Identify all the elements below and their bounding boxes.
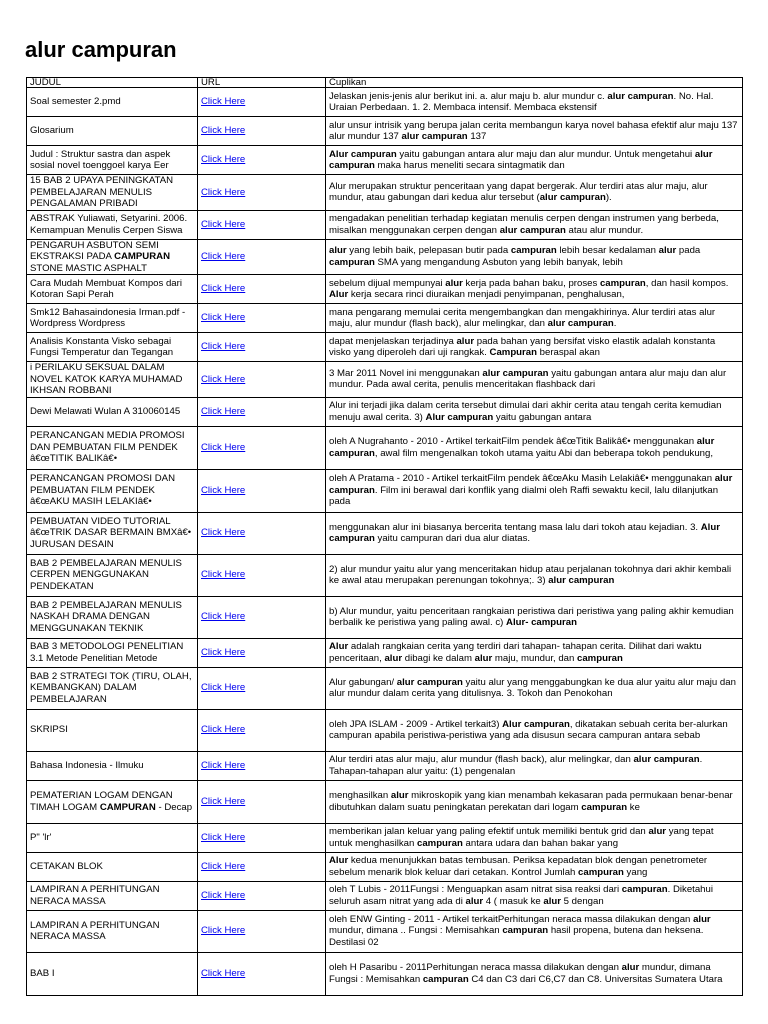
header-cuplikan: Cuplikan <box>326 78 743 88</box>
row-title: P" 'lr' <box>27 823 198 852</box>
results-table <box>26 77 743 996</box>
table-row <box>27 596 743 638</box>
click-here-link[interactable]: Click Here <box>201 441 246 453</box>
row-title: Glosarium <box>27 117 198 146</box>
table-row <box>27 751 743 780</box>
row-snippet: b) Alur mundur, yaitu penceritaan rangkaian peristiwa dari peristiwa yang paling akhir kemudian berbalik ke peristiwa yang paling awal. c) Alur- campuran <box>326 596 743 638</box>
row-title: i PERILAKU SEKSUAL DALAM NOVEL KATOK KARYA MUHAMAD IKHSAN ROBBANI <box>27 362 198 398</box>
click-here-link[interactable]: Click Here <box>201 682 246 694</box>
row-title: Judul : Struktur sastra dan aspek sosial novel toenggoel karya Eer <box>27 146 198 175</box>
row-snippet: oleh JPA ISLAM - 2009 - Artikel terkait3) Alur campuran, dikatakan sebuah cerita ber-alurkan campuran apabila peristiwa-peristiwa yang ada disusun secara campuran antara sebab <box>326 709 743 751</box>
click-here-link[interactable]: Click Here <box>201 251 246 262</box>
click-here-link[interactable]: Click Here <box>201 484 246 496</box>
row-url-cell <box>198 910 326 952</box>
click-here-link[interactable]: Click Here <box>201 96 246 108</box>
row-title: LAMPIRAN A PERHITUNGAN NERACA MASSA <box>27 881 198 910</box>
row-snippet: menggunakan alur ini biasanya bercerita tentang masa lalu dari tokoh atau kejadian. 3. Alur campuran yaitu campuran dari dua alur diatas. <box>326 512 743 554</box>
click-here-link[interactable]: Click Here <box>201 860 246 872</box>
row-url-cell <box>198 512 326 554</box>
click-here-link[interactable]: Click Here <box>201 889 246 901</box>
click-here-link[interactable]: Click Here <box>201 569 246 581</box>
table-row <box>27 88 743 117</box>
row-url-cell <box>198 146 326 175</box>
row-title: PENGARUH ASBUTON SEMI EKSTRAKSI PADA CAMPURAN STONE MASTIC ASPHALT <box>27 239 198 275</box>
click-here-link[interactable]: Click Here <box>201 759 246 771</box>
table-row <box>27 823 743 852</box>
table-row <box>27 239 743 275</box>
row-title: SKRIPSI <box>27 709 198 751</box>
row-url-cell <box>198 275 326 304</box>
table-row <box>27 709 743 751</box>
row-url-cell <box>198 709 326 751</box>
table-row <box>27 852 743 881</box>
row-url-cell <box>198 175 326 211</box>
row-snippet: Alur adalah rangkaian cerita yang terdiri dari tahapan- tahapan cerita. Dilihat dari waktu penceritaan, alur dibagi ke dalam alur maju, mundur, dan campuran <box>326 638 743 667</box>
row-url-cell <box>198 554 326 596</box>
click-here-link[interactable]: Click Here <box>201 405 246 417</box>
row-title: Cara Mudah Membuat Kompos dari Kotoran Sapi Perah <box>27 275 198 304</box>
page-title: alur campuran <box>25 37 177 62</box>
row-snippet: sebelum dijual mempunyai alur kerja pada bahan baku, proses campuran, dan hasil kompos. Alur kerja secara rinci diuraikan menjadi penyimpanan, penghalusan, <box>326 275 743 304</box>
row-url-cell <box>198 780 326 823</box>
row-snippet: 2) alur mundur yaitu alur yang menceritakan hidup atau perjalanan tokohnya dari akhir kembali ke awal atau merupakan perenungan tokohnya;. 3) alur campuran <box>326 554 743 596</box>
row-title: BAB 2 STRATEGI TOK (TIRU, OLAH, KEMBANGKAN) DALAM PEMBELAJARAN <box>27 667 198 709</box>
row-url-cell <box>198 426 326 469</box>
row-url-cell <box>198 239 326 275</box>
row-title: PEMATERIAN LOGAM DENGAN TIMAH LOGAM CAMPURAN - Decap <box>27 780 198 823</box>
click-here-link[interactable]: Click Here <box>201 795 246 807</box>
row-url-cell <box>198 852 326 881</box>
row-snippet: oleh A Pratama - 2010 - Artikel terkaitFilm pendek â€œAku Masih Lelakiâ€• menggunakan alur campuran. Film ini berawal dari konflik yang dialmi oleh Raffi sewaktu kecil, lalu dilanjutkan pada <box>326 469 743 512</box>
row-title: Soal semester 2.pmd <box>27 88 198 117</box>
row-snippet: oleh A Nugrahanto - 2010 - Artikel terkaitFilm pendek â€œTitik Balikâ€• menggunakan alur campuran, awal film mengenalkan tokoh utama yaitu Abi dan beberapa tokoh pendukung, <box>326 426 743 469</box>
click-here-link[interactable]: Click Here <box>201 724 246 736</box>
click-here-link[interactable]: Click Here <box>201 283 246 295</box>
row-snippet: mengadakan penelitian terhadap kegiatan menulis cerpen dengan instrumen yang berbeda, misalkan menggunakan cerpen dengan alur campuran atau alur mundur. <box>326 210 743 239</box>
row-url-cell <box>198 751 326 780</box>
row-snippet: Jelaskan jenis-jenis alur berikut ini. a. alur maju b. alur mundur c. alur campuran. No. Hal. Uraian Perbedaan. 1. 2. Membaca intensif. Membaca ekstensif <box>326 88 743 117</box>
row-url-cell <box>198 333 326 362</box>
row-url-cell <box>198 881 326 910</box>
row-title: PERANCANGAN MEDIA PROMOSI DAN PEMBUATAN FILM PENDEK â€œTITIK BALIKâ€• <box>27 426 198 469</box>
row-url-cell <box>198 88 326 117</box>
table-row <box>27 667 743 709</box>
row-title: LAMPIRAN A PERHITUNGAN NERACA MASSA <box>27 910 198 952</box>
table-row <box>27 638 743 667</box>
row-title: BAB 2 PEMBELAJARAN MENULIS CERPEN MENGGUNAKAN PENDEKATAN <box>27 554 198 596</box>
row-url-cell <box>198 952 326 995</box>
row-snippet: Alur ini terjadi jika dalam cerita tersebut dimulai dari akhir cerita atau tengah cerita kemudian menuju awal cerita. 3) Alur campuran yaitu gabungan antara <box>326 397 743 426</box>
click-here-link[interactable]: Click Here <box>201 611 246 623</box>
row-snippet: mana pengarang memulai cerita mengembangkan dan mengakhirinya. Alur terdiri atas alur maju, alur mundur (flash back), alur melingkar, dan alur campuran. <box>326 304 743 333</box>
row-title: BAB 2 PEMBELAJARAN MENULIS NASKAH DRAMA DENGAN MENGGUNAKAN TEKNIK <box>27 596 198 638</box>
table-row <box>27 362 743 398</box>
row-snippet: memberikan jalan keluar yang paling efektif untuk memiliki bentuk grid dan alur yang tepat untuk menghasilkan campuran antara udara dan bahan bakar yang <box>326 823 743 852</box>
table-row <box>27 881 743 910</box>
click-here-link[interactable]: Click Here <box>201 373 246 385</box>
row-url-cell <box>198 397 326 426</box>
header-url: URL <box>198 78 326 88</box>
row-url-cell <box>198 469 326 512</box>
row-url-cell <box>198 117 326 146</box>
header-judul: JUDUL <box>27 78 198 88</box>
table-row <box>27 146 743 175</box>
table-row <box>27 333 743 362</box>
table-row <box>27 210 743 239</box>
row-url-cell <box>198 823 326 852</box>
row-url-cell <box>198 667 326 709</box>
table-row <box>27 397 743 426</box>
table-row <box>27 275 743 304</box>
header-row <box>27 78 743 88</box>
row-title: PEMBUATAN VIDEO TUTORIAL â€œTRIK DASAR BERMAIN BMXâ€• JURUSAN DESAIN <box>27 512 198 554</box>
row-title: Analisis Konstanta Visko sebagai Fungsi Temperatur dan Tegangan <box>27 333 198 362</box>
row-title: PERANCANGAN PROMOSI DAN PEMBUATAN FILM PENDEK â€œAKU MASIH LELAKIâ€• <box>27 469 198 512</box>
table-row <box>27 952 743 995</box>
table-row <box>27 780 743 823</box>
row-snippet: Alur kedua menunjukkan batas tembusan. Periksa kepadatan blok dengan penetrometer sebelum menarik blok keluar dari cetakan. Kontrol Jumlah campuran yang <box>326 852 743 881</box>
click-here-link[interactable]: Click Here <box>201 831 246 843</box>
table-row <box>27 554 743 596</box>
row-title: Dewi Melawati Wulan A 310060145 <box>27 397 198 426</box>
click-here-link[interactable]: Click Here <box>201 125 246 137</box>
row-title: Bahasa Indonesia - Ilmuku <box>27 751 198 780</box>
table-row <box>27 469 743 512</box>
row-snippet: menghasilkan alur mikroskopik yang kian menambah kekasaran pada permukaan benar-benar dibutuhkan dalam suatu peningkatan perekatan dari logam campuran ke <box>326 780 743 823</box>
click-here-link[interactable]: Click Here <box>201 154 246 166</box>
row-snippet: alur unsur intrisik yang berupa jalan cerita membangun karya novel bahasa efektif alur maju 137 alur mundur 137 alur campuran 137 <box>326 117 743 146</box>
table-row <box>27 175 743 211</box>
row-title: CETAKAN BLOK <box>27 852 198 881</box>
row-snippet: Alur gabungan/ alur campuran yaitu alur yang menggabungkan ke dua alur yaitu alur maju dan alur mundur dalam cerita yang ditulisnya. 3. Tokoh dan Penokohan <box>326 667 743 709</box>
table-row <box>27 512 743 554</box>
row-snippet: dapat menjelaskan terjadinya alur pada bahan yang bersifat visko elastik adalah konstanta visko yang diperoleh dari uji rangkak. Campuran beraspal akan <box>326 333 743 362</box>
table-row <box>27 117 743 146</box>
table-row <box>27 304 743 333</box>
row-title: BAB 3 METODOLOGI PENELITIAN 3.1 Metode Penelitian Metode <box>27 638 198 667</box>
row-url-cell <box>198 362 326 398</box>
click-here-link[interactable]: Click Here <box>201 646 246 658</box>
click-here-link[interactable]: Click Here <box>201 341 246 353</box>
click-here-link[interactable]: Click Here <box>201 218 246 230</box>
row-title: 15 BAB 2 UPAYA PENINGKATAN PEMBELAJARAN MENULIS PENGALAMAN PRIBADI <box>27 175 198 211</box>
row-title: Smk12 Bahasaindonesia Irman.pdf - Wordpress Wordpress <box>27 304 198 333</box>
row-title: ABSTRAK Yuliawati, Setyarini. 2006. Kemampuan Menulis Cerpen Siswa <box>27 210 198 239</box>
row-snippet: Alur terdiri atas alur maju, alur mundur (flash back), alur melingkar, dan alur campuran. Tahapan-tahapan alur yaitu: (1) pengenalan <box>326 751 743 780</box>
row-snippet: Alur campuran yaitu gabungan antara alur maju dan alur mundur. Untuk mengetahui alur campuran maka harus meneliti secara sintagmatik dan <box>326 146 743 175</box>
click-here-link[interactable]: Click Here <box>201 967 246 979</box>
row-title: BAB I <box>27 952 198 995</box>
table-row <box>27 426 743 469</box>
row-url-cell <box>198 596 326 638</box>
click-here-link[interactable]: Click Here <box>201 312 246 324</box>
row-url-cell <box>198 304 326 333</box>
row-snippet: oleh H Pasaribu - 2011Perhitungan neraca massa dilakukan dengan alur mundur, dimana Fungsi : Memisahkan campuran C4 dan C3 dari C6,C7 dan C8. Universitas Sumatera Utara <box>326 952 743 995</box>
row-snippet: 3 Mar 2011 Novel ini menggunakan alur campuran yaitu gabungan antara alur maju dan alur mundur. Pada awal cerita, penulis menceritakan flashback dari <box>326 362 743 398</box>
row-url-cell <box>198 210 326 239</box>
row-url-cell <box>198 638 326 667</box>
row-snippet: Alur merupakan struktur penceritaan yang dapat bergerak. Alur terdiri atas alur maju, alur mundur, atau gabungan dari kedua alur tersebut (alur campuran). <box>326 175 743 211</box>
row-snippet: oleh T Lubis - 2011Fungsi : Menguapkan asam nitrat sisa reaksi dari campuran. Diketahui seluruh asam nitrat yang ada di alur 4 ( masuk ke alur 5 dengan <box>326 881 743 910</box>
row-snippet: alur yang lebih baik, pelepasan butir pada campuran lebih besar kedalaman alur pada campuran SMA yang mengandung Asbuton yang lebih banyak, lebih <box>326 239 743 275</box>
table-row <box>27 910 743 952</box>
row-snippet: oleh ENW Ginting - 2011 - Artikel terkaitPerhitungan neraca massa dilakukan dengan alur mundur, dimana .. Fungsi : Memisahkan campuran hasil propena, butena dan heksena. Destilasi 02 <box>326 910 743 952</box>
click-here-link[interactable]: Click Here <box>201 186 246 198</box>
click-here-link[interactable]: Click Here <box>201 527 246 539</box>
click-here-link[interactable]: Click Here <box>201 925 246 937</box>
results-body <box>27 88 743 996</box>
